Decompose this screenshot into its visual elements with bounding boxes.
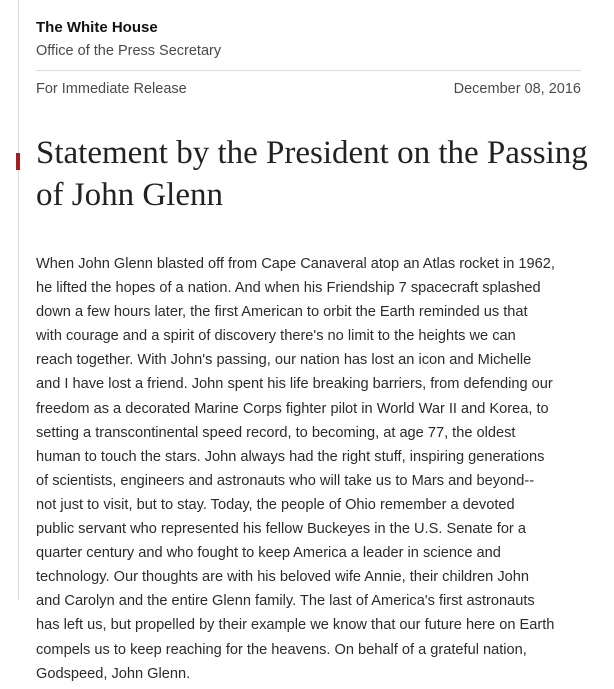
- office-name: Office of the Press Secretary: [36, 43, 222, 59]
- org-name[interactable]: The White House: [36, 19, 158, 36]
- release-label: For Immediate Release: [36, 81, 187, 97]
- title-accent-marker: [16, 153, 20, 170]
- header-divider: [36, 70, 581, 71]
- statement-body: When John Glenn blasted off from Cape Canaveral atop an Atlas rocket in 1962, he lifted the hopes of a nation. And when his Friendship 7 spacecraft splashed down a few hours later, the first American to orbit the Earth reminded us that with courage and a spirit of discovery there's no limit to the heights we can reach together. With John's passing, our nation has lost an icon and Michelle and I have lost a friend. John spent his life breaking barriers, from defending our freedom as a decorated Marine Corps fighter pilot in World War II and Korea, to setting a transcontinental speed record, to becoming, at age 77, the oldest human to touch the stars. John always had the right stuff, inspiring generations of scientists, engineers and astronauts who will take us to Mars and beyond-- not just to visit, but to stay. Today, the people of Ohio remember a devoted public servant who represented his fellow Buckeyes in the U.S. Senate for a quarter century and who fought to keep America a leader in science and technology. Our thoughts are with his beloved wife Annie, their children John and Carolyn and the entire Glenn family. The last of America's first astronauts has left us, but propelled by their example we know that our future here on Earth compels us to keep reaching for the heavens. On behalf of a grateful nation, Godspeed, John Glenn.: [36, 256, 555, 682]
- page-title: Statement by the President on the Passing of John Glenn: [36, 135, 588, 213]
- release-meta: [36, 79, 581, 99]
- left-border-rule: [18, 0, 19, 600]
- release-date: December 08, 2016: [453, 81, 581, 97]
- page-header: [36, 18, 581, 61]
